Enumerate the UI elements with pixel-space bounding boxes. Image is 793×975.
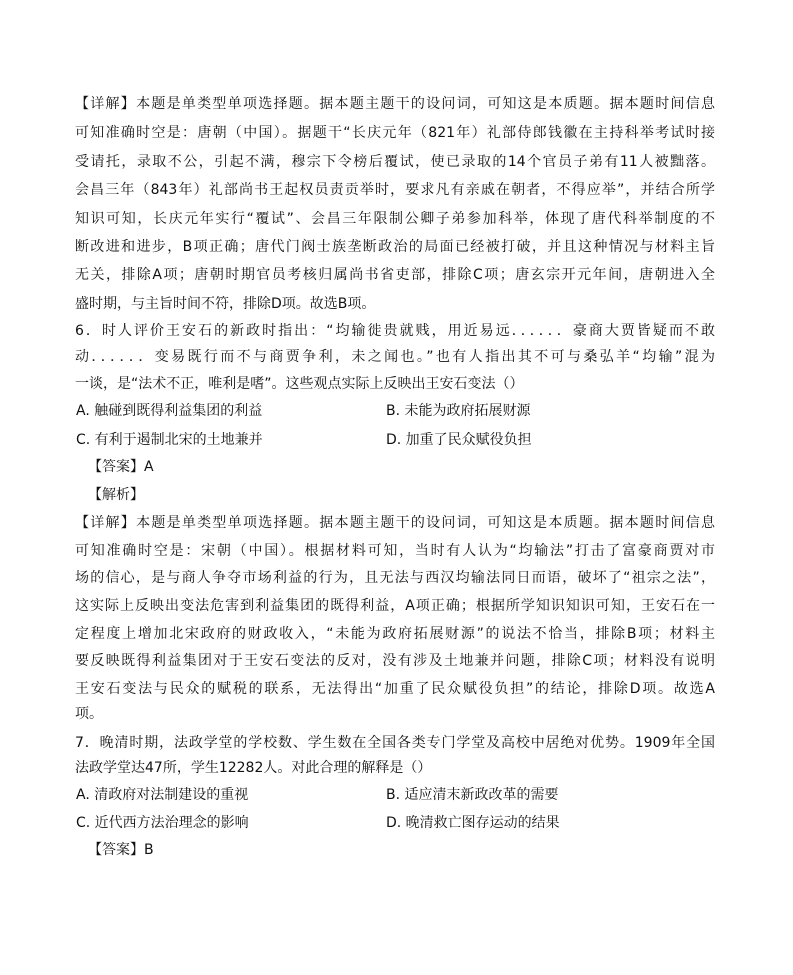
question-6-analysis-label: 【解析】 — [88, 487, 144, 503]
question-6-analysis-line: 可知准确时空是：宋朝（中国）。根据材料可知，当时有人认为“均输法”打击了富豪商贾对市 — [75, 543, 715, 559]
analysis-line: 断改进和进步，B项正确；唐代门阀士族垄断政治的局面已经被打破，并且这种情况与材料主旨 — [75, 239, 715, 255]
question-7-stem: 7．晚清时期，法政学堂的学校数、学生数在全国各类专门学堂及高校中居绝对优势。1909年全国 — [75, 735, 715, 751]
question-6-option-d: D. 加重了民众赋役负担 — [386, 432, 532, 448]
analysis-line: 无关，排除A项；唐朝时期官员考核归属尚书省吏部，排除C项；唐玄宗开元年间，唐朝进入全 — [75, 267, 715, 283]
question-6-analysis-line: 项。 — [75, 706, 103, 722]
analysis-line: 盛时期，与主旨时间不符，排除D项。故选B项。 — [75, 296, 376, 312]
question-6-stem: 一谈，是“法术不正，唯利是嗜”。这些观点实际上反映出王安石变法（） — [75, 376, 524, 392]
question-6-option-a: A. 触碰到既得利益集团的利益 — [76, 403, 263, 419]
analysis-line: 会昌三年（843年）礼部尚书王起权员责贡举时，要求凡有亲戚在朝者，不得应举”，并结合所学 — [75, 182, 715, 198]
analysis-line: 【详解】本题是单类型单项选择题。据本题主题干的设问词，可知这是本质题。据本题时间信息 — [75, 96, 715, 112]
analysis-line: 知识可知，长庆元年实行“覆试”、会昌三年限制公卿子弟参加科举，体现了唐代科举制度的不 — [75, 211, 715, 227]
question-6-analysis-line: 要反映既得利益集团对于王安石变法的反对，没有涉及土地兼并问题，排除C项；材料没有说明 — [75, 653, 715, 669]
analysis-line: 受请托，录取不公，引起不满，穆宗下令榜后覆试，使已录取的14个官员子弟有11人被黜落。 — [75, 154, 715, 170]
question-6-analysis-line: 这实际上反映出变法危害到利益集团的既得利益，A项正确；根据所学知识知识可知，王安石在一 — [75, 598, 715, 614]
question-6-option-b: B. 未能为政府拓展财源 — [386, 403, 531, 419]
question-7-option-c: C. 近代西方法治理念的影响 — [76, 815, 249, 831]
question-7-option-a: A. 清政府对法制建设的重视 — [76, 787, 249, 803]
analysis-line: 可知准确时空是：唐朝（中国）。据题干“长庆元年（821年）礼部侍郎钱徽在主持科举考试时接 — [75, 125, 715, 141]
question-6-stem: 6．时人评价王安石的新政时指出：“均输徙贵就贱，用近易远．．．．．．豪商大贾皆疑而不敢 — [75, 323, 715, 339]
question-6-option-c: C. 有利于遏制北宋的土地兼并 — [76, 432, 263, 448]
question-6-analysis-line: 【详解】本题是单类型单项选择题。据本题主题干的设问词，可知这是本质题。据本题时间信息 — [75, 515, 715, 531]
question-6-analysis-line: 定程度上增加北宋政府的财政收入，“未能为政府拓展财源”的说法不恰当，排除B项；材料主 — [75, 626, 715, 642]
question-6-stem: 动．．．．．．变易既行而不与商贾争利，未之闻也。”也有人指出其不可与桑弘羊“均输”混为 — [75, 349, 715, 365]
question-6-answer: 【答案】A — [88, 459, 154, 475]
question-7-answer: 【答案】B — [88, 842, 154, 858]
question-7-option-d: D. 晚清救亡图存运动的结果 — [386, 815, 560, 831]
question-7-option-b: B. 适应清末新政改革的需要 — [386, 787, 559, 803]
question-7-stem: 法政学堂达47所，学生12282人。对此合理的解释是（） — [75, 760, 432, 776]
question-6-analysis-line: 王安石变法与民众的赋税的联系，无法得出“加重了民众赋役负担”的结论，排除D项。故选A — [75, 681, 715, 697]
question-6-analysis-line: 场的信心，是与商人争夺市场利益的行为，且无法与西汉均输法同日而语，破坏了“祖宗之法”， — [75, 570, 715, 586]
